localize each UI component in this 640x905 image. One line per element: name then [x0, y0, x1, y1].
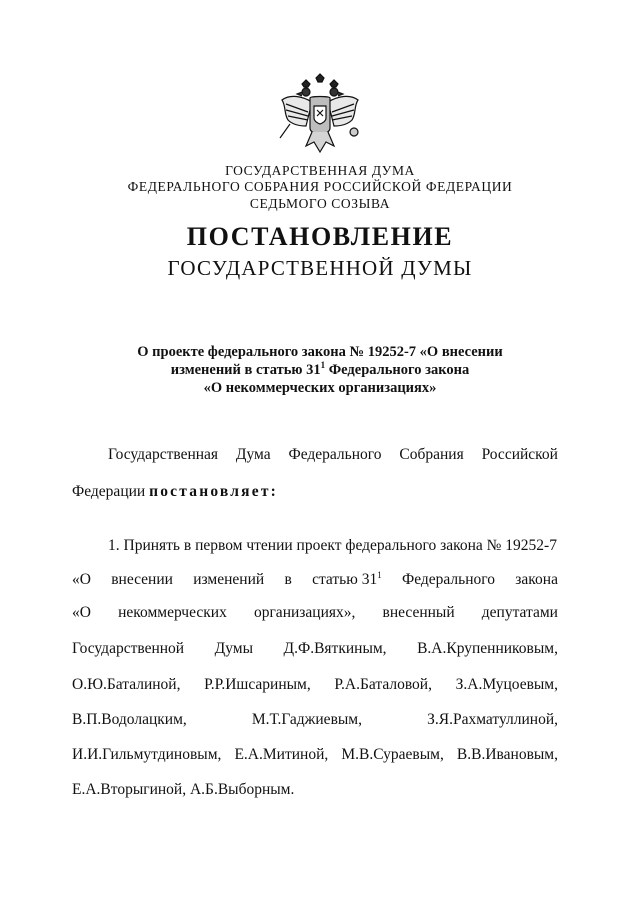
header-line-duma: ГОСУДАРСТВЕННАЯ ДУМА — [225, 163, 415, 178]
article-superscript: 1 — [377, 569, 382, 580]
word: «О — [72, 604, 91, 621]
deputy-name: В.А.Крупенниковым, — [417, 640, 558, 657]
preamble-line-1 — [108, 446, 558, 464]
item1-line-8: Е.А.Вторыгиной, А.Б.Выборным. — [72, 781, 295, 798]
word: Федерального — [288, 446, 382, 463]
deputy-name: З.А.Муцоевым, — [455, 676, 558, 693]
word: Думы — [214, 640, 253, 657]
word: организациях», — [253, 604, 356, 621]
item1-line-5 — [72, 676, 558, 694]
item1-line-2 — [72, 571, 558, 589]
word: «О — [72, 571, 91, 588]
word: Дума — [235, 446, 271, 463]
resolution-heading — [0, 343, 640, 397]
word: изменений — [193, 571, 265, 588]
document-body — [72, 446, 558, 816]
article-superscript: 1 — [320, 360, 326, 371]
deputy-name: Е.А.Митиной, — [234, 746, 329, 763]
word: внесенный — [382, 604, 455, 621]
header-line-federal-assembly: ФЕДЕРАЛЬНОГО СОБРАНИЯ РОССИЙСКОЙ ФЕДЕРАЦИИ — [127, 179, 513, 194]
heading-line-3: «О некоммерческих организациях» — [203, 380, 437, 396]
document-title: ПОСТАНОВЛЕНИЕ — [186, 222, 454, 251]
heading-line-2-start: изменений в статью 31 — [170, 362, 321, 378]
heading-line-1: О проекте федерального закона № 19252-7 «О внесении — [137, 344, 503, 360]
header-line-convocation: СЕДЬМОГО СОЗЫВА — [249, 196, 391, 211]
word: некоммерческих — [118, 604, 227, 621]
preamble-line-2 — [72, 483, 558, 501]
item1-line-6 — [72, 711, 558, 729]
deputy-name: Д.Ф.Вяткиным, — [283, 640, 387, 657]
word: внесении — [111, 571, 173, 588]
word: в — [284, 571, 292, 588]
article-reference — [312, 571, 382, 589]
word: Федерального — [401, 571, 496, 588]
deputy-name: З.Я.Рахматуллиной, — [427, 711, 558, 728]
deputy-name: В.П.Водолацким, — [72, 711, 187, 728]
deputy-name: И.И.Гильмутдиновым, — [72, 746, 222, 763]
deputy-name: Р.А.Баталовой, — [334, 676, 432, 693]
heading-line-2-end: Федерального закона — [325, 362, 470, 378]
word: Государственной — [72, 640, 185, 657]
coat-of-arms-emblem — [272, 72, 368, 162]
word: Собрания — [399, 446, 464, 463]
deputy-name: О.Ю.Баталиной, — [72, 676, 181, 693]
deputy-name: Р.Р.Ишсариным, — [204, 676, 311, 693]
deputy-name: М.В.Сураевым, — [341, 746, 444, 763]
item1-line-1: 1. Принять в первом чтении проект федерального закона № 19252-7 — [108, 537, 557, 554]
word: Государственная — [108, 446, 219, 463]
heading-line-2 — [0, 361, 640, 379]
preamble-federation: Федерации — [72, 483, 150, 500]
item1-line-3 — [72, 604, 558, 622]
item1-line-4 — [72, 640, 558, 658]
document-subtitle: ГОСУДАРСТВЕННОЙ ДУМЫ — [167, 256, 473, 280]
decree-verb: постановляет: — [149, 483, 278, 500]
item1-line-7 — [72, 746, 558, 764]
double-headed-eagle-icon — [272, 72, 368, 162]
word: Российской — [481, 446, 558, 463]
word: депутатами — [481, 604, 558, 621]
article-number: статью 31 — [312, 571, 378, 588]
deputy-name: М.Т.Гаджиевым, — [251, 711, 362, 728]
word: закона — [515, 571, 558, 588]
deputy-name: В.В.Ивановым, — [456, 746, 558, 763]
